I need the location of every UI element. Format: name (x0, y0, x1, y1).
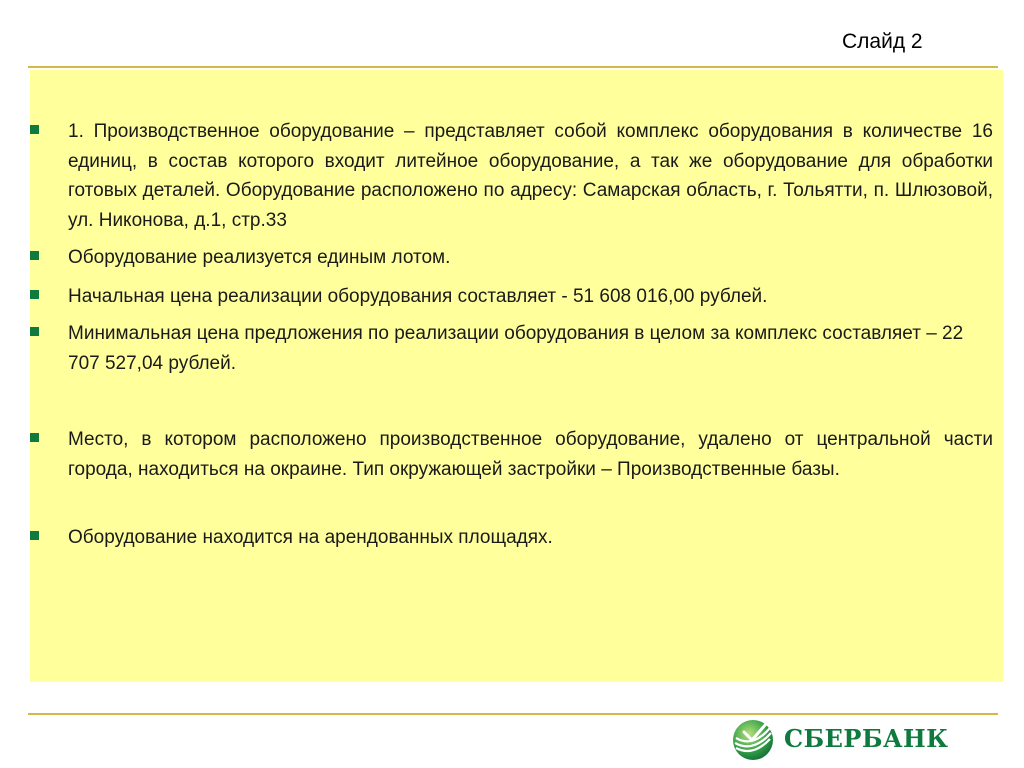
bottom-divider (28, 713, 998, 715)
sberbank-logo (730, 718, 950, 762)
bullet-text: Оборудование находится на арендованных площадях. (68, 527, 553, 548)
logo-text: СБЕРБАНК (784, 724, 949, 753)
bullet-square-icon (30, 290, 39, 299)
sberbank-logo-icon (730, 718, 776, 762)
bullet-square-icon (30, 251, 39, 260)
top-divider (28, 66, 998, 68)
bullet-text: Начальная цена реализации оборудования составляет - 51 608 016,00 рублей. (68, 286, 768, 307)
bullet-text: 1. Производственное оборудование – представляет собой комплекс оборудования в количестве 16 единиц, в состав которого входит литейное оборудование, а так же оборудование для обработки готовых деталей. Оборудование расположено по адресу: Самарская область, г. Тольятти, п. Шлюзовой, ул. Никонова, д.1, стр.33 (68, 121, 993, 231)
bullet-text: Минимальная цена предложения по реализации оборудования в целом за комплекс составляет – 22 707 527,04 рублей. (68, 323, 964, 374)
slide-number: Слайд 2 (842, 30, 923, 53)
bullet-square-icon (30, 125, 39, 134)
bullet-text: Место, в котором расположено производственное оборудование, удалено от центральной части города, находиться на окраине. Тип окружающей застройки – Производственные базы. (68, 429, 993, 480)
bullet-text: Оборудование реализуется единым лотом. (68, 247, 451, 268)
content-panel (30, 70, 1003, 682)
bullet-square-icon (30, 433, 39, 442)
bullet-square-icon (30, 531, 39, 540)
bullet-square-icon (30, 327, 39, 336)
